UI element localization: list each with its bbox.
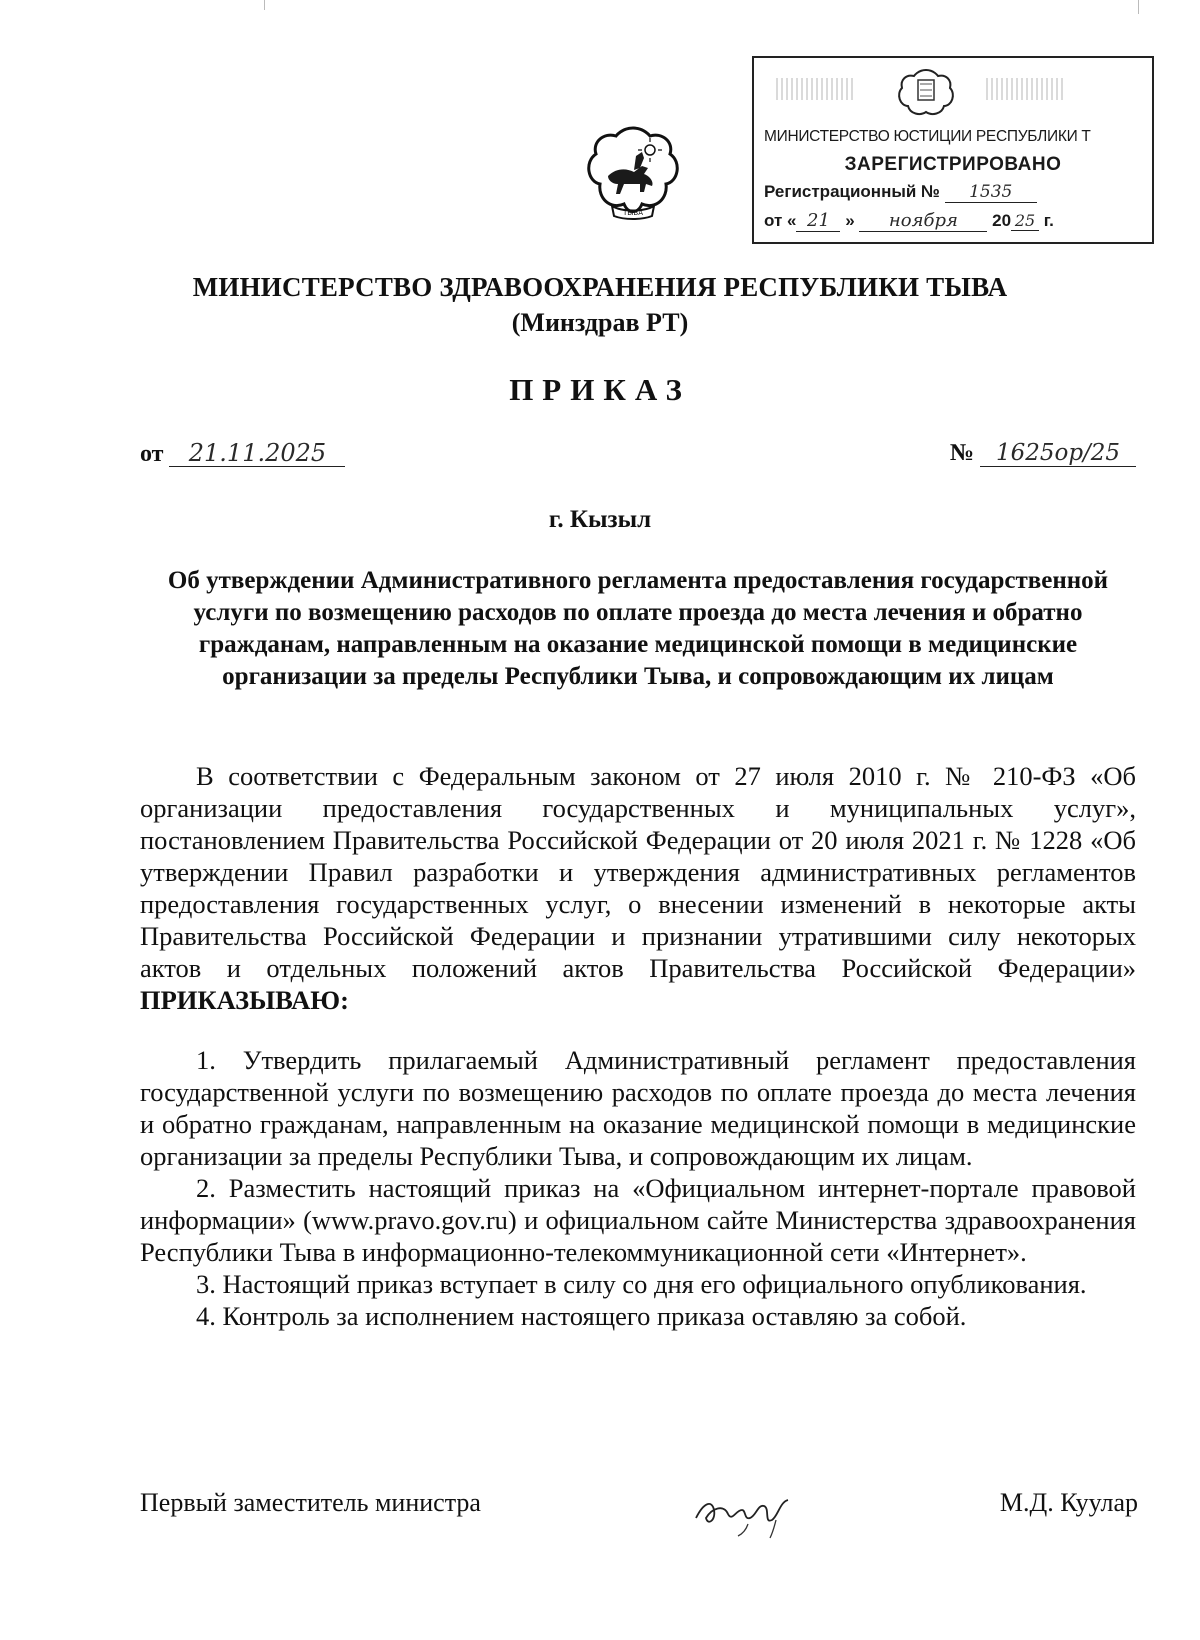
stamp-noise — [986, 78, 1066, 100]
stamp-registered-label: ЗАРЕГИСТРИРОВАНО — [844, 154, 1062, 175]
stamp-date-year: 25 — [1011, 212, 1039, 231]
order-subject: Об утверждении Административного регламента предоставления государственной услуги по возмещению расходов по оплате проезда до места лечения и обратно гражданам, направленным на оказание медицинской помощи в медицинские организации за пределы Республики Тыва, и сопровождающим их лицам — [167, 567, 1109, 690]
scan-artifact — [264, 0, 265, 10]
stamp-reg-number: 1535 — [945, 183, 1037, 203]
order-item: 3. Настоящий приказ вступает в силу со дня его официального опубликования. — [196, 1269, 1087, 1299]
order-date-value: 21.11.2025 — [169, 440, 345, 467]
order-number-label: № — [949, 440, 974, 466]
stamp-date-year-prefix: 20 — [992, 211, 1012, 230]
stamp-registration-line — [764, 182, 1037, 203]
signatory-position: Первый заместитель министра — [140, 1488, 481, 1517]
stamp-date-month: ноября — [859, 211, 987, 232]
ministry-title: МИНИСТЕРСТВО ЗДРАВООХРАНЕНИЯ РЕСПУБЛИКИ ТЫВА — [192, 272, 1008, 302]
order-word: ПРИКАЗЫВАЮ: — [140, 985, 349, 1015]
signatory-name: М.Д. Куулар — [999, 1488, 1138, 1517]
order-date-label: от — [140, 441, 164, 467]
svg-text:ТЫВА: ТЫВА — [622, 209, 644, 217]
order-item: 1. Утвердить прилагаемый Административный регламент предоставления государственной услуги по возмещению расходов по оплате проезда до места лечения и обратно гражданам, направленным на оказание медицинской помощи в медицинские организации за пределы Республики Тыва, и сопровождающим их лицам. — [140, 1045, 1136, 1171]
handwritten-signature-icon — [690, 1480, 800, 1540]
order-item: 4. Контроль за исполнением настоящего приказа оставляю за собой. — [196, 1301, 967, 1331]
stamp-reg-label: Регистрационный № — [764, 182, 940, 201]
document-type-title: ПРИКАЗ — [509, 372, 691, 407]
preamble-paragraph — [140, 760, 1136, 1016]
stamp-date-suffix: г. — [1043, 211, 1054, 230]
order-items — [140, 1044, 1136, 1332]
ministry-short-name: (Минздрав РТ) — [511, 308, 689, 337]
preamble-text: В соответствии с Федеральным законом от 27 июля 2010 г. № 210-ФЗ «Об организации предоставления государственных и муниципальных услуг», постановлением Правительства Российской Федерации от 20 июля 2021 г. № 1228 «Об утверждении Правил разработки и утверждения административных регламентов предоставления государственных услуг, о внесении изменений в некоторые акты Правительства Российской Федерации и признании утратившими силу некоторых актов и отдельных положений актов Правительства Российской Федерации» — [140, 761, 1136, 983]
stamp-noise — [776, 78, 856, 100]
scan-artifact — [1138, 0, 1139, 14]
stamp-emblem-icon — [894, 66, 958, 118]
order-item: 2. Разместить настоящий приказ на «Официальном интернет-портале правовой информации» (www.pravo.gov.ru) и официальном сайте Министерства здравоохранения Республики Тыва в информационно-телекоммуникационной сети «Интернет». — [140, 1173, 1136, 1267]
registration-stamp — [752, 56, 1154, 244]
stamp-date-sep: » — [845, 211, 855, 230]
stamp-date-prefix: от « — [764, 211, 797, 230]
city-name: г. Кызыл — [548, 506, 652, 533]
stamp-date-day: 21 — [796, 211, 840, 232]
order-number-value: 1625ор/25 — [980, 441, 1136, 467]
stamp-date-line — [764, 211, 1054, 232]
coat-of-arms-emblem-icon — [578, 122, 688, 238]
stamp-ministry-name: МИНИСТЕРСТВО ЮСТИЦИИ РЕСПУБЛИКИ Т — [764, 128, 1091, 145]
order-number — [950, 440, 1136, 467]
order-date — [140, 440, 345, 468]
